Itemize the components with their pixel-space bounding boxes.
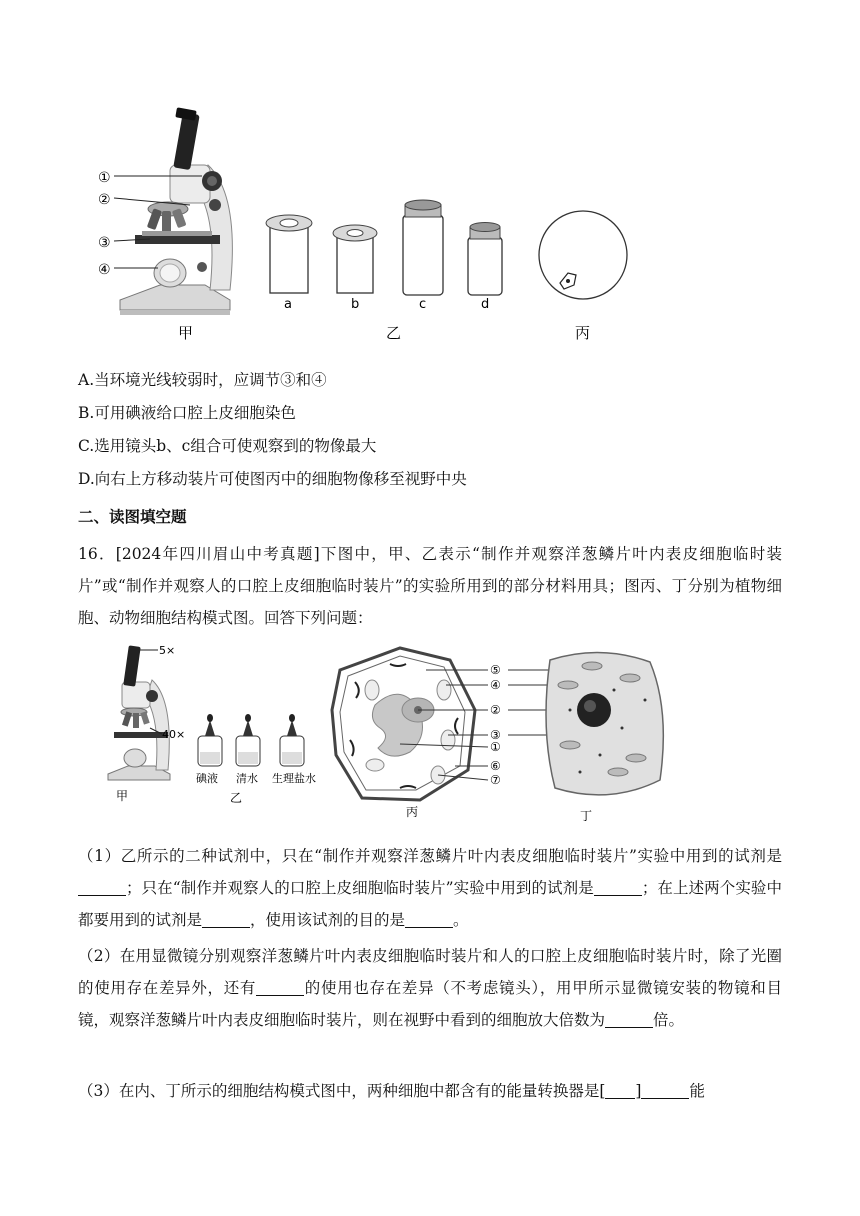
figure-label-jia: 甲	[178, 324, 194, 342]
lens-d	[468, 223, 502, 296]
cell-marker-1: ①	[490, 740, 501, 754]
small-microscope-illustration	[108, 645, 170, 780]
figure-label-bing-2: 丙	[406, 805, 419, 819]
reagent-bottle-iodine	[198, 714, 222, 766]
plant-cell-diagram	[332, 648, 488, 800]
option-b: B.可用碘液给口腔上皮细胞染色	[78, 404, 296, 422]
lens-letter-c: c	[419, 297, 427, 312]
figure-label-yi-2: 乙	[230, 791, 243, 805]
microscope-illustration	[114, 107, 232, 315]
objective-magnification: 40×	[162, 728, 186, 741]
cell-marker-2: ②	[490, 703, 501, 717]
answer-blank-4[interactable]	[405, 909, 453, 928]
reagent-label-water: 清水	[236, 772, 258, 785]
answer-blank-8[interactable]	[641, 1080, 689, 1099]
figure-label-bing: 丙	[575, 324, 591, 342]
cell-marker-6: ⑥	[490, 759, 501, 773]
sub-question-3: （3）在内、丁所示的细胞结构模式图中，两种细胞中都含有的能量转换器是[ ] 能	[78, 1082, 705, 1100]
animal-cell-diagram	[546, 652, 663, 794]
reagent-label-iodine: 碘液	[196, 772, 218, 785]
answer-blank-1[interactable]	[78, 877, 126, 896]
option-a: A.当环境光线较弱时，应调节③和④	[78, 371, 327, 389]
lens-c	[403, 200, 443, 295]
lens-b	[333, 225, 377, 293]
part-marker-4: ④	[98, 262, 111, 278]
reagent-label-saline: 生理盐水	[272, 772, 316, 785]
sub-question-2: （2）在用显微镜分别观察洋葱鳞片叶内表皮细胞临时装片和人的口腔上皮细胞临时装片时，除了光圈的使用存在差异外，还有 的使用也存在差异（不考虑镜头），用甲所示显微镜安装的物镜和目镜，观察洋葱鳞片叶内表皮细胞临时装片，则在视野中看到的细胞放大倍数为 倍。	[78, 947, 782, 1029]
reagent-bottle-saline	[280, 714, 304, 766]
figure-label-jia-2: 甲	[116, 789, 129, 803]
lens-letter-b: b	[351, 297, 360, 312]
cell-marker-4: ④	[490, 678, 501, 692]
figure-1	[90, 105, 650, 350]
answer-blank-6[interactable]	[605, 1009, 653, 1028]
question-16-intro: 16．[2024年四川眉山中考真题]下图中，甲、乙表示“制作并观察洋葱鳞片叶内表皮细胞临时装片”或“制作并观察人的口腔上皮细胞临时装片”的实验所用到的部分材料用具；图丙、丁分别为植物细胞、动物细胞结构模式图。回答下列问题：	[78, 545, 782, 627]
cell-marker-3: ③	[490, 728, 501, 742]
microscope-field-of-view	[539, 211, 627, 299]
eyepiece-magnification: 5×	[159, 644, 176, 657]
answer-blank-7[interactable]	[605, 1080, 635, 1099]
cell-marker-7: ⑦	[490, 773, 501, 787]
reagent-bottle-water	[236, 714, 260, 766]
part-marker-2: ②	[98, 192, 111, 208]
lens-letter-d: d	[481, 297, 490, 312]
cell-marker-5: ⑤	[490, 663, 501, 677]
part-marker-1: ①	[98, 170, 111, 186]
part-marker-3: ③	[98, 235, 111, 251]
sub-question-1: （1）乙所示的二种试剂中，只在“制作并观察洋葱鳞片叶内表皮细胞临时装片”实验中用到的试剂是；只在“制作并观察人的口腔上皮细胞临时装片”实验中用到的试剂是 ；在上述两个实验中都要用到的试剂是 ，使用该试剂的目的是 。	[78, 847, 782, 929]
answer-blank-5[interactable]	[256, 977, 304, 996]
figure-label-ding: 丁	[580, 809, 593, 823]
option-c: C.选用镜头b、c组合可使观察到的物像最大	[78, 437, 377, 455]
figure-2	[100, 640, 680, 825]
lens-a	[266, 215, 312, 293]
answer-blank-2[interactable]	[594, 877, 642, 896]
figure-label-yi: 乙	[386, 324, 402, 342]
section-title: 二、读图填空题	[78, 508, 187, 526]
answer-blank-3[interactable]	[202, 909, 250, 928]
option-d: D.向右上方移动装片可使图丙中的细胞物像移至视野中央	[78, 470, 467, 488]
lens-letter-a: a	[284, 297, 292, 312]
